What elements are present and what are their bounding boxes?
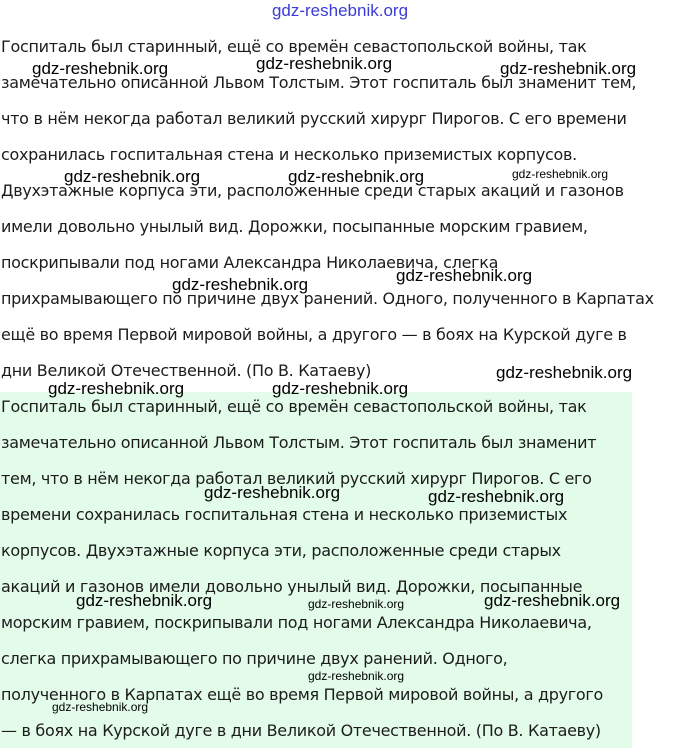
watermark: gdz-reshebnik.org — [500, 59, 637, 78]
watermark: gdz-reshebnik.org — [308, 669, 405, 683]
passage-line: Госпиталь был старинный, ещё со времён севастопольской войны, так — [1, 37, 587, 56]
answer-line: полученного в Карпатах ещё во время Первой мировой войны, а другого — [1, 685, 603, 704]
answer-line: Госпиталь был старинный, ещё со времён севастопольской войны, так — [1, 397, 587, 416]
passage-line: имели довольно унылый вид. Дорожки, посыпанные морским гравием, — [1, 217, 588, 236]
passage-line: дни Великой Отечественной. (По В. Катаеву) — [1, 361, 372, 380]
passage-line: замечательно описанной Львом Толстым. Этот госпиталь был знаменит тем, — [1, 73, 637, 92]
passage-line: Двухэтажные корпуса эти, расположенные среди старых акаций и газонов — [1, 181, 624, 200]
answer-line: слегка прихрамывающего по причине двух ранений. Одного, — [1, 649, 508, 668]
watermark: gdz-reshebnik.org — [204, 483, 341, 502]
site-header-link[interactable]: gdz-reshebnik.org — [271, 1, 409, 20]
answer-line: морским гравием, поскрипывали под ногами Александра Николаевича, — [1, 613, 592, 632]
watermark: gdz-reshebnik.org — [496, 363, 633, 382]
watermark: gdz-reshebnik.org — [396, 266, 533, 285]
watermark: gdz-reshebnik.org — [76, 591, 213, 610]
passage-line: что в нём некогда работал великий русский хирург Пирогов. С его времени — [1, 109, 627, 128]
watermark: gdz-reshebnik.org — [64, 167, 201, 186]
watermark: gdz-reshebnik.org — [32, 59, 169, 78]
passage-line: ещё во время Первой мировой войны, а другого — в боях на Курской дуге в — [1, 325, 627, 344]
answer-line: тем, что в нём некогда работал великий русский хирург Пирогов. С его — [1, 469, 592, 488]
answer-line: акаций и газонов имели довольно унылый вид. Дорожки, посыпанные — [1, 577, 583, 596]
watermark: gdz-reshebnik.org — [428, 487, 565, 506]
passage-line: прихрамывающего по причине двух ранений. Одного, полученного в Карпатах — [1, 289, 654, 308]
answer-line: времени сохранилась госпитальная стена и несколько приземистых — [1, 505, 568, 524]
answer-line: корпусов. Двухэтажные корпуса эти, расположенные среди старых — [1, 541, 561, 560]
watermark: gdz-reshebnik.org — [52, 700, 149, 714]
passage-line: поскрипывали под ногами Александра Николаевича, слегка — [1, 253, 499, 272]
answer-line: замечательно описанной Львом Толстым. Этот госпиталь был знаменит — [1, 433, 597, 452]
passage-line: сохранилась госпитальная стена и несколько приземистых корпусов. — [1, 145, 577, 164]
answer-line: — в боях на Курской дуге в дни Великой Отечественной. (По В. Катаеву) — [1, 721, 601, 740]
watermark: gdz-reshebnik.org — [512, 167, 609, 181]
watermark: gdz-reshebnik.org — [272, 379, 409, 398]
watermark: gdz-reshebnik.org — [484, 591, 621, 610]
watermark: gdz-reshebnik.org — [288, 167, 425, 186]
watermark: gdz-reshebnik.org — [172, 275, 309, 294]
watermark: gdz-reshebnik.org — [256, 54, 393, 73]
watermark: gdz-reshebnik.org — [48, 379, 185, 398]
watermark: gdz-reshebnik.org — [308, 597, 405, 611]
